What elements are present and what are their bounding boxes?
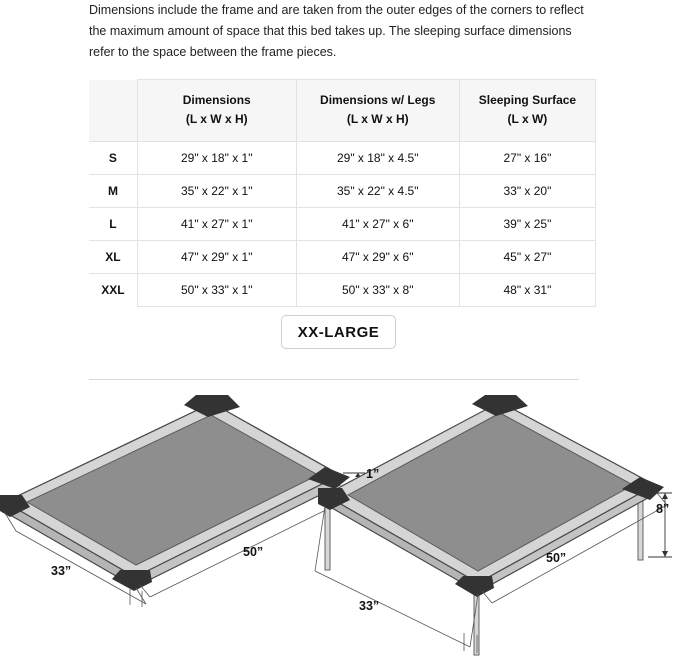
table-body — [89, 142, 596, 307]
table-row — [89, 142, 596, 175]
cell-dimensions: 29" x 18" x 1" — [137, 142, 296, 175]
row-size-label: M — [89, 175, 137, 208]
right-bed-width-label: 33” — [359, 599, 380, 613]
cell-dimensions: 47" x 29" x 1" — [137, 241, 296, 274]
cell-dimensions-legs: 47" x 29" x 6" — [296, 241, 459, 274]
cell-dimensions-legs: 41" x 27" x 6" — [296, 208, 459, 241]
cell-dimensions-legs: 29" x 18" x 4.5" — [296, 142, 459, 175]
right-bed-height-label: 8” — [656, 502, 670, 516]
table-header-row — [89, 80, 596, 142]
bed-illustration-svg — [0, 385, 679, 660]
cell-dimensions: 35" x 22" x 1" — [137, 175, 296, 208]
table-row — [89, 175, 596, 208]
cell-dimensions-legs: 35" x 22" x 4.5" — [296, 175, 459, 208]
column-header-dimensions-title: Dimensions — [182, 93, 251, 107]
right-bed-length-label: 50” — [546, 551, 567, 565]
cell-dimensions: 41" x 27" x 1" — [137, 208, 296, 241]
section-divider — [89, 379, 579, 380]
column-header-sleeping-surface-sub: (L x W) — [507, 112, 548, 126]
left-bed-height-label: 1” — [366, 467, 380, 481]
cell-sleeping-surface: 27" x 16" — [459, 142, 595, 175]
cell-sleeping-surface: 39" x 25" — [459, 208, 595, 241]
column-header-sleeping-surface — [459, 80, 595, 142]
column-header-dimensions — [137, 80, 296, 142]
table-row — [89, 208, 596, 241]
right-bed-drawing — [315, 395, 672, 655]
size-badge-label: XX-LARGE — [297, 323, 380, 341]
left-bed-length-label: 50” — [243, 545, 264, 559]
table-row — [89, 274, 596, 307]
cell-dimensions-legs: 50" x 33" x 8" — [296, 274, 459, 307]
table-corner-cell — [89, 80, 137, 142]
intro-text: Dimensions include the frame and are taken from the outer edges of the corners to reflect the maximum amount of space that this bed takes up. The sleeping surface dimensions refer to the space between the frame pieces. — [89, 3, 584, 59]
intro-paragraph — [89, 0, 599, 63]
size-chart-table — [89, 79, 596, 307]
left-bed-width-label: 33” — [51, 564, 72, 578]
bed-leg — [638, 497, 643, 560]
corner-bracket — [455, 576, 494, 597]
row-size-label: XL — [89, 241, 137, 274]
column-header-dimensions-legs-title: Dimensions w/ Legs — [320, 93, 436, 107]
table-header — [89, 80, 596, 142]
column-header-dimensions-legs — [296, 80, 459, 142]
cell-sleeping-surface: 45" x 27" — [459, 241, 595, 274]
row-size-label: L — [89, 208, 137, 241]
cell-sleeping-surface: 48" x 31" — [459, 274, 595, 307]
column-header-dimensions-legs-sub: (L x W x H) — [346, 112, 409, 126]
row-size-label: XXL — [89, 274, 137, 307]
size-badge — [281, 315, 396, 349]
cell-sleeping-surface: 33" x 20" — [459, 175, 595, 208]
column-header-sleeping-surface-title: Sleeping Surface — [478, 93, 577, 107]
bed-illustration — [0, 385, 679, 660]
table-row — [89, 241, 596, 274]
row-size-label: S — [89, 142, 137, 175]
column-header-dimensions-sub: (L x W x H) — [185, 112, 248, 126]
cell-dimensions: 50" x 33" x 1" — [137, 274, 296, 307]
